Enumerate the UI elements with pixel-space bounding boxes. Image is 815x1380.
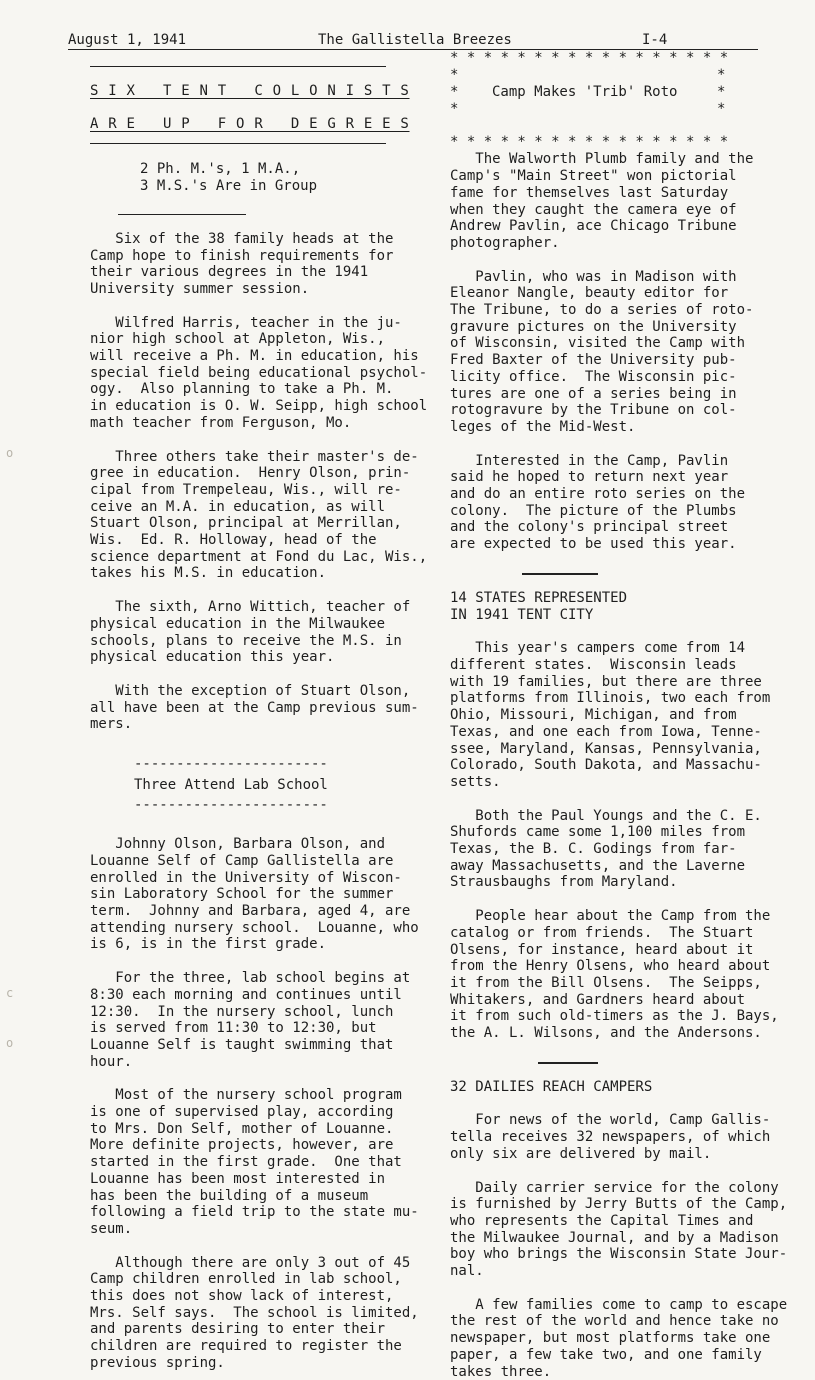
paragraph: Three others take their master's de- gree in education. Henry Olson, prin- cipal from Trempeleau, Wis., will re- ceive an M.A. in education, as will Stuart Olson, principal at Merrillan, Wis. Ed. R. Holloway, head of the science department at Fond du Lac, Wis., takes his M.S. in education. bbox=[90, 448, 428, 582]
paragraph: Interested in the Camp, Pavlin said he hoped to return next year and do an entire roto series on the colony. The picture of the Plumbs and the colony's principal street are expected to be used this year. bbox=[450, 452, 746, 553]
paragraph: A few families come to camp to escape the rest of the world and hence take no newspaper, but most platforms take one paper, a few take two, and one family takes three. bbox=[450, 1296, 788, 1380]
dash-rule: ----------------------- bbox=[134, 756, 328, 773]
paragraph: Both the Paul Youngs and the C. E. Shufords came some 1,100 miles from Texas, the B. C. Godings from far- away Massachusetts, and the Laverne Strausbaughs from Maryland. bbox=[450, 807, 762, 891]
paragraph: This year's campers come from 14 different states. Wisconsin leads with 19 families, but there are three platforms from Illinois, two each from Ohio, Missouri, Michigan, and from Texas, and one each from Iowa, Tenne- ssee, Maryland, Kansas, Pennsylvania, Colorado, South Dakota, and Massachu- setts. bbox=[450, 640, 771, 790]
dash-rule: ----------------------- bbox=[134, 796, 328, 813]
page-number: I-4 bbox=[642, 32, 668, 48]
paragraph: Most of the nursery school program is one of supervised play, according to Mrs. Don Self, mother of Louanne. More definite projects, however, are started in the first grade. One that Louanne has been most interested in has been the building of a museum following a field trip to the state mu- seum. bbox=[90, 1087, 419, 1237]
right-column bbox=[450, 50, 788, 1380]
paragraph: Daily carrier service for the colony is furnished by Jerry Butts of the Camp, who represents the Capital Times and the Milwaukee Journal, and by a Madison boy who brings the Wisconsin State Jour- nal. bbox=[450, 1179, 788, 1280]
star-box bbox=[450, 50, 730, 150]
punch-hole-marks: o bbox=[6, 446, 14, 460]
star-border-top: * * * * * * * * * * * * * * * * * bbox=[450, 50, 729, 66]
box-title: Camp Makes 'Trib' Roto bbox=[492, 83, 678, 100]
article-roto bbox=[450, 151, 760, 552]
paragraph: Pavlin, who was in Madison with Eleanor Nangle, beauty editor for The Tribune, to do a series of roto- gravure pictures on the University of Wisconsin, visited the Camp with Fred Baxter of the University pub- licity office. The Wisconsin pic- tures are one of a series being in rotogravure by the Tribune on col- leges of the Mid-West. bbox=[450, 268, 754, 435]
left-column bbox=[90, 50, 428, 1372]
newspaper-title: The Gallistella Breezes bbox=[318, 32, 512, 48]
star-side: * bbox=[717, 83, 726, 100]
article-headline-lab-school: Three Attend Lab School bbox=[134, 776, 328, 793]
page-header bbox=[68, 32, 758, 50]
article-headline-states: 14 STATES REPRESENTED IN 1941 TENT CITY bbox=[450, 589, 628, 623]
star-side: * bbox=[450, 100, 459, 117]
article-degrees bbox=[90, 230, 428, 733]
paragraph: With the exception of Stuart Olson, all have been at the Camp previous sum- mers. bbox=[90, 682, 419, 733]
top-rule bbox=[90, 66, 386, 67]
paragraph: For news of the world, Camp Gallis- tella receives 32 newspapers, of which only six are delivered by mail. bbox=[450, 1112, 771, 1162]
paragraph: People hear about the Camp from the catalog or from friends. The Stuart Olsens, for instance, heard about it from the Henry Olsens, who heard about it from the Bill Olsens. The Seipps, Whitakers, and Gardners heard about it from such old-timers as the J. Bays, the A. L. Wilsons, and the Andersons. bbox=[450, 908, 779, 1042]
paragraph: Six of the 38 family heads at the Camp hope to finish requirements for their various degrees in the 1941 University summer session. bbox=[90, 230, 394, 297]
deck-subhead: 2 Ph. M.'s, 1 M.A., 3 M.S.'s Are in Group bbox=[140, 161, 318, 195]
paragraph: The sixth, Arno Wittich, teacher of physical education in the Milwaukee schools, plans to receive the M.S. in physical education this year. bbox=[90, 599, 411, 666]
article-dailies bbox=[450, 1112, 788, 1380]
star-border-bottom: * * * * * * * * * * * * * * * * * bbox=[450, 133, 729, 150]
star-side: * bbox=[717, 100, 726, 117]
paragraph: Wilfred Harris, teacher in the ju- nior high school at Appleton, Wis., will receive a Ph. M. in education, his special field being educational psychol- ogy. Also planning to take a Ph. M. in education is O. W. Seipp, high school math teacher from Ferguson, Mo. bbox=[90, 314, 428, 431]
star-side: * bbox=[450, 66, 459, 83]
punch-hole-marks: c bbox=[6, 986, 14, 1000]
star-side: * bbox=[717, 66, 726, 83]
headline-line-1: S I X T E N T C O L O N I S T S bbox=[90, 83, 410, 99]
headline-rule bbox=[90, 143, 386, 144]
issue-date: August 1, 1941 bbox=[68, 32, 187, 48]
paragraph: The Walworth Plumb family and the Camp's "Main Street" won pictorial fame for themselves last Saturday when they caught the camera eye of Andrew Pavlin, ace Chicago Tribune photographer. bbox=[450, 151, 754, 251]
section-rule bbox=[538, 1062, 598, 1064]
paragraph: Johnny Olson, Barbara Olson, and Louanne Self of Camp Gallistella are enrolled in the University of Wiscon- sin Laboratory School for the summer term. Johnny and Barbara, aged 4, are attending nursery school. Louanne, who is 6, is in the first grade. bbox=[90, 836, 419, 953]
article-lab-school bbox=[90, 836, 419, 1371]
headline-line-2: A R E U P F O R D E G R E E S bbox=[90, 115, 410, 132]
article-headline-dailies: 32 DAILIES REACH CAMPERS bbox=[450, 1078, 653, 1095]
article-states bbox=[450, 640, 779, 1042]
punch-hole-marks: o bbox=[6, 1036, 14, 1050]
section-rule bbox=[522, 573, 598, 575]
paragraph: Although there are only 3 out of 45 Camp children enrolled in lab school, this does not show lack of interest, Mrs. Self says. The school is limited, and parents desiring to enter their children are required to register the previous spring. bbox=[90, 1254, 419, 1371]
deck-rule bbox=[118, 214, 246, 215]
paragraph: For the three, lab school begins at 8:30 each morning and continues until 12:30. In the nursery school, lunch is served from 11:30 to 12:30, but Louanne Self is taught swimming that hour. bbox=[90, 970, 411, 1070]
star-side: * bbox=[450, 83, 459, 100]
